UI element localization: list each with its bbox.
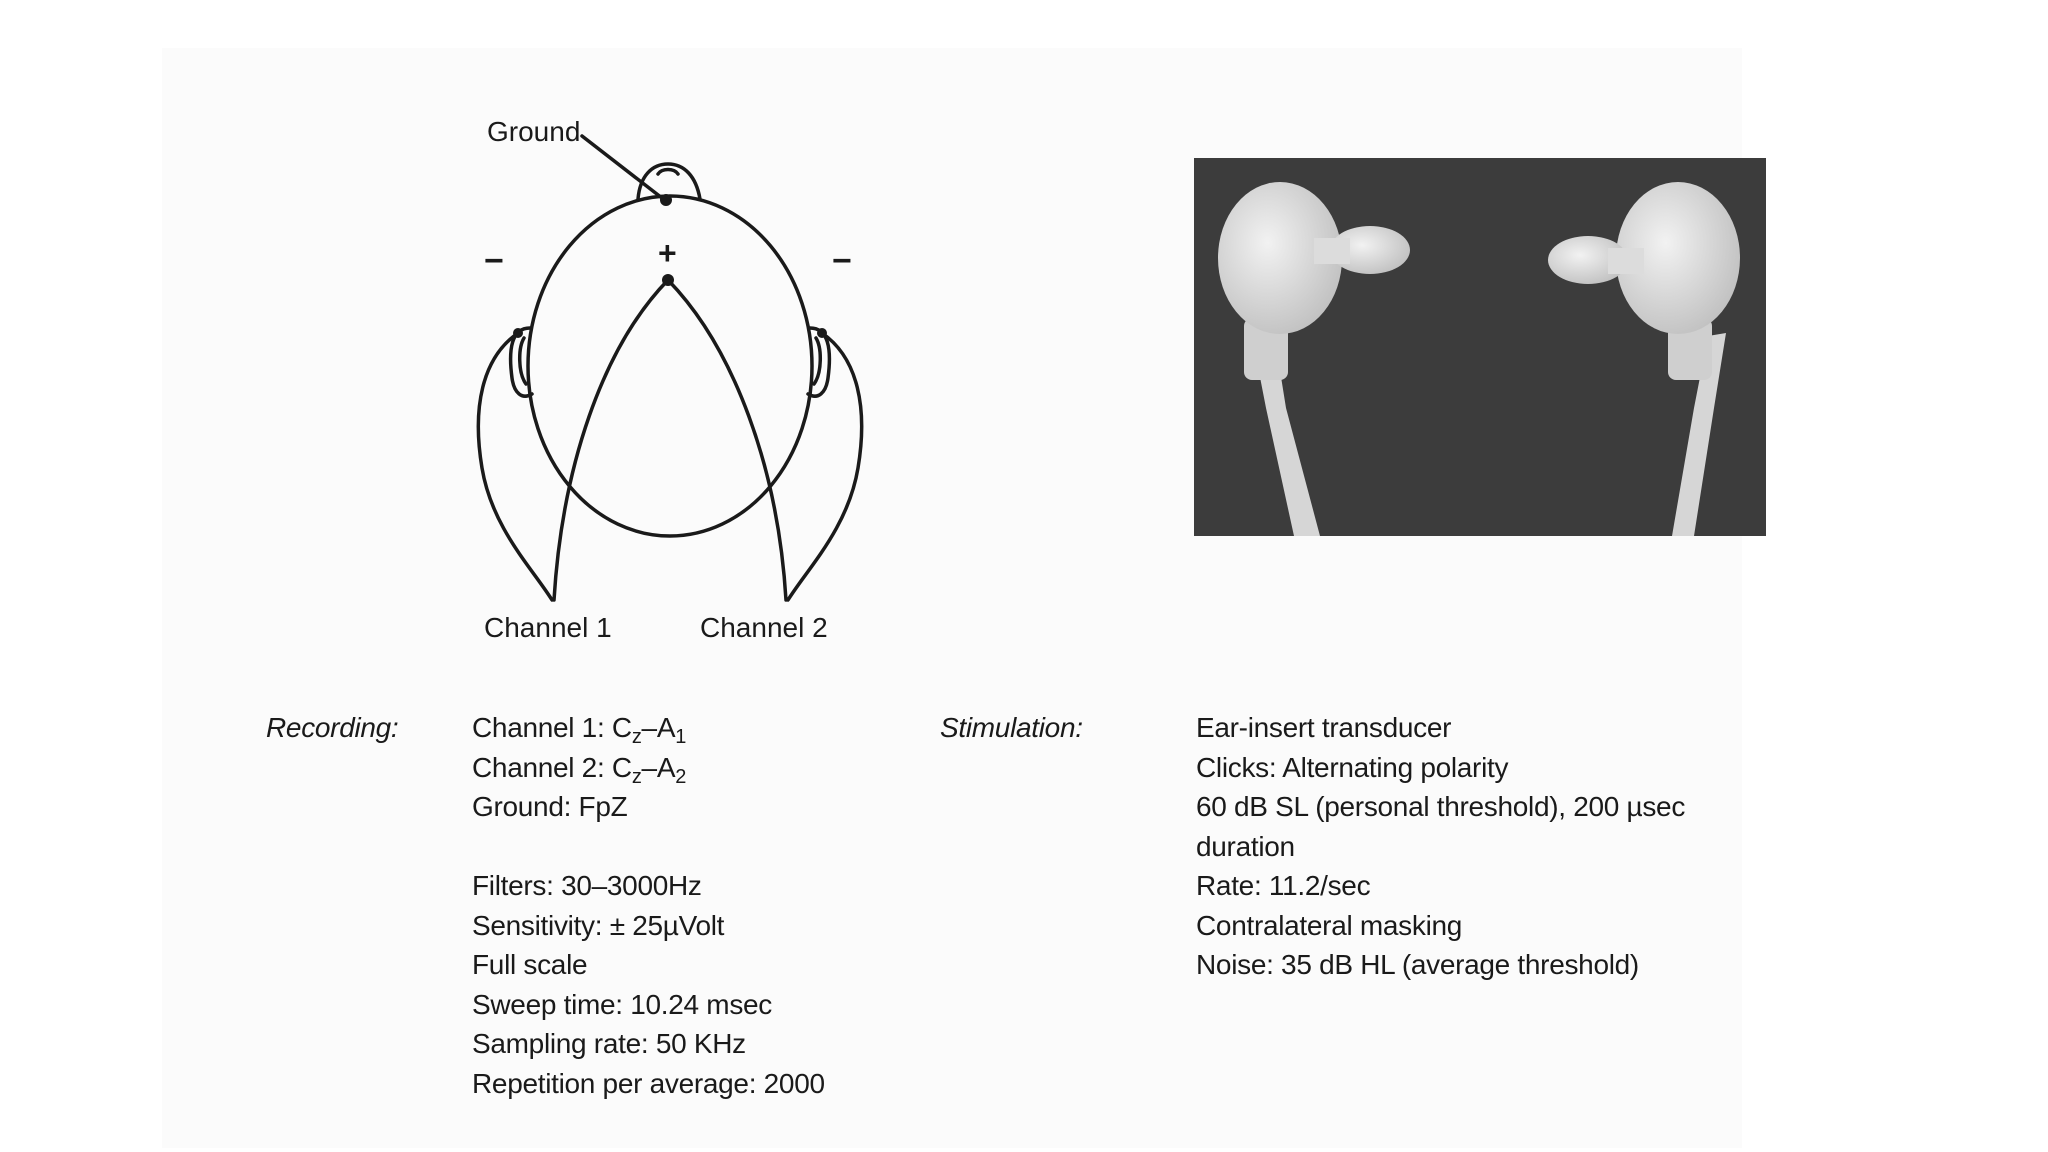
recording-repetition: Repetition per average: 2000 — [472, 1067, 825, 1099]
lead-wire-channel1 — [554, 280, 668, 600]
ear-insert-photo — [1194, 158, 1766, 536]
stimulation-details — [1196, 708, 1696, 985]
ground-pointer — [582, 136, 662, 198]
electrode-diagram — [162, 48, 1062, 688]
recording-sensitivity: Sensitivity: ± 25µVolt — [472, 909, 725, 941]
stimulation-masking: Contralateral masking — [1196, 909, 1463, 941]
plus-sign: + — [658, 235, 677, 271]
recording-channel-2: Channel 2: $C_z-A_2$ — [472, 751, 687, 788]
lead-wire-channel2 — [668, 280, 786, 600]
left-earpiece-shape — [1218, 182, 1410, 536]
left-ear-electrode — [513, 328, 523, 338]
lead-wire-left-ear — [478, 333, 552, 600]
recording-channel-1: Channel 1: $C_z-A_1$ — [472, 712, 687, 748]
recording-sampling-rate: Sampling rate: 50 KHz — [472, 1028, 746, 1059]
right-ear-electrode — [817, 328, 827, 338]
recording-full-scale: Full scale — [472, 949, 588, 980]
stimulation-noise: Noise: 35 dB HL (average threshold) — [1196, 949, 1639, 980]
recording-filters: Filters: 30–3000Hz — [472, 870, 702, 901]
channel-1-label: Channel 1 — [484, 612, 612, 643]
channel-2-label: Channel 2 — [700, 612, 828, 643]
recording-heading: Recording: — [266, 712, 399, 743]
lead-wire-right-ear — [788, 333, 862, 600]
recording-details — [472, 708, 825, 1103]
stimulation-rate: Rate: 11.2/sec — [1196, 870, 1371, 901]
stimulation-clicks: Clicks: Alternating polarity — [1196, 751, 1509, 783]
recording-ground: Ground: FpZ — [472, 791, 628, 822]
ground-electrode — [660, 194, 672, 206]
minus-sign-left: − — [484, 242, 504, 280]
stimulation-heading: Stimulation: — [940, 712, 1083, 743]
stimulation-level: 60 dB SL (personal threshold), 200 µsec duration — [1196, 791, 1686, 862]
minus-sign-right: − — [832, 242, 852, 280]
right-earpiece-shape — [1548, 182, 1740, 536]
stimulation-transducer: Ear-insert transducer — [1196, 712, 1452, 743]
ground-label: Ground — [487, 116, 581, 147]
recording-sweep-time: Sweep time: 10.24 msec — [472, 988, 772, 1020]
figure-panel — [162, 48, 1742, 1148]
vertex-electrode — [662, 274, 674, 286]
